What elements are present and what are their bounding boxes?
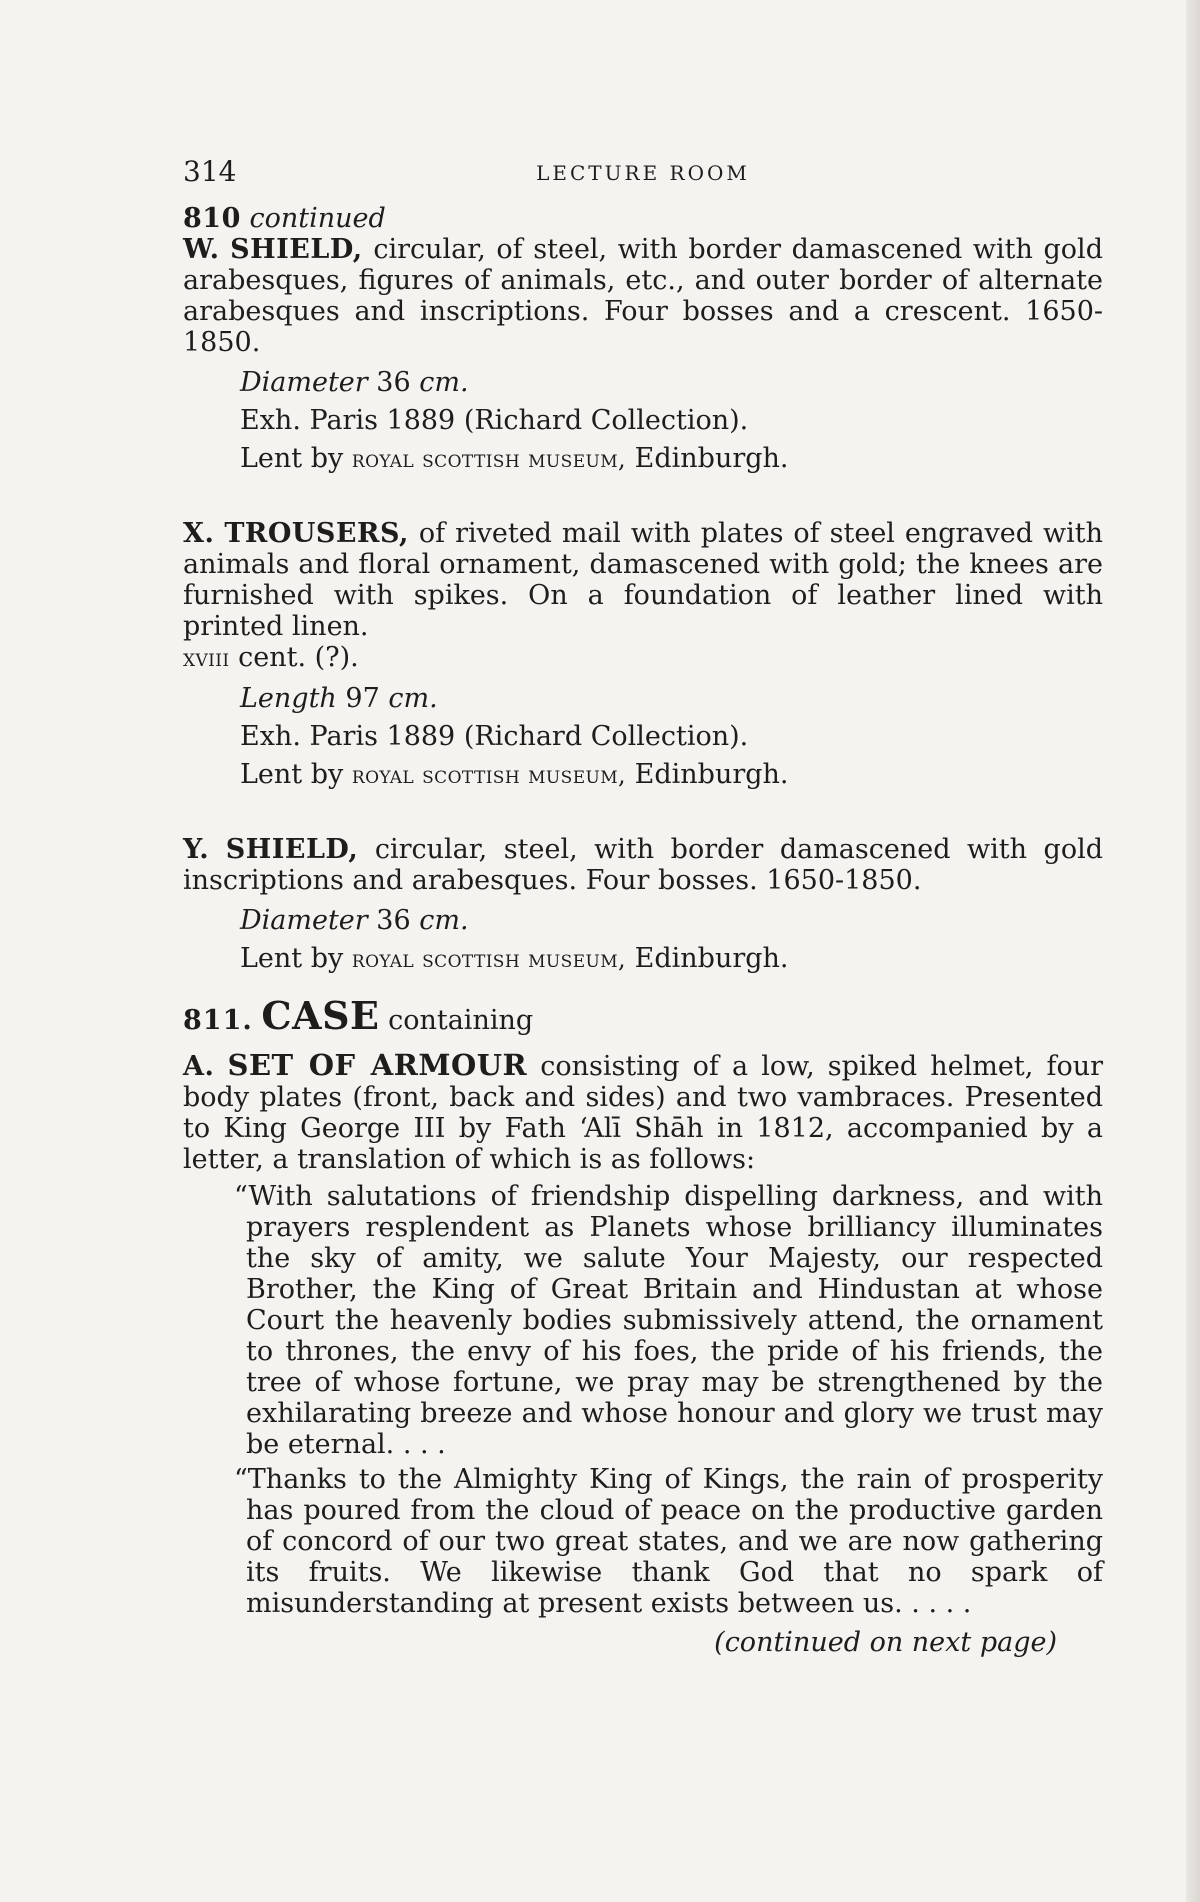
lent-place: Edinburgh. <box>634 943 789 974</box>
item-description-block <box>183 518 1103 642</box>
century: xviii <box>183 644 230 672</box>
page-header <box>183 155 1103 195</box>
item-letter: W. <box>183 234 220 265</box>
lent-place: Edinburgh. <box>634 759 789 790</box>
item-name: SHIELD, <box>225 834 359 865</box>
dimension-label: Diameter <box>240 905 368 936</box>
item-description: of riveted mail with plates of steel engraved with animals and floral ornament, damascened with gold; the knees are furnished with spikes. On a foundation of leather lined with printed linen. <box>183 518 1104 642</box>
entry-810-heading <box>183 203 1103 234</box>
item-description: circular, of steel, with border damascened with gold arabesques, figures of animals, etc., and outer border of alternate arabesques and inscriptions. Four bosses and a crescent. 1650-1850. <box>183 234 1103 358</box>
lent-place: Edinburgh. <box>634 443 789 474</box>
letter-quote-1: “With salutations of friendship dispelling darkness, and with prayers resplendent as Planets whose brilliancy illuminates the sky of amity, we salute Your Majesty, our respected Brother, the King of Great Britain and Hindustan at whose Court the heavenly bodies submissively attend, the ornament to thrones, the envy of his foes, the pride of his friends, the tree of whose fortune, we pray may be strengthened by the exhilarating breeze and whose honour and glory we trust may be eternal. . . . <box>234 1181 1103 1460</box>
item-meta <box>183 680 1103 794</box>
lender-line <box>240 756 1103 794</box>
item-w <box>183 234 1103 478</box>
dimension-line <box>240 680 1103 718</box>
item-letter: Y. <box>183 834 210 865</box>
dimension-unit: cm. <box>388 683 438 714</box>
item-description: consisting of a low, spiked helmet, four body plates (front, back and sides) and two vambraces. Presented to King George III by Fath ‘Alī Shāh in 1812, accompanied by a letter, a translation of which is as follows: <box>183 1051 1103 1175</box>
dimension-value: 36 <box>376 905 411 936</box>
entry-number: 811. <box>183 1005 253 1036</box>
entry-811-heading <box>183 993 1103 1038</box>
lent-prefix: Lent by <box>240 443 344 474</box>
lender-name: royal scottish museum, <box>351 945 627 973</box>
spacer <box>183 478 1103 518</box>
dimension-line <box>240 902 1103 940</box>
item-a <box>183 1050 1103 1619</box>
exhibition-line: Exh. Paris 1889 (Richard Collection). <box>240 405 749 436</box>
continued-label: continued <box>249 203 386 234</box>
case-title-suffix: containing <box>388 1005 534 1036</box>
item-name: TROUSERS, <box>224 518 409 549</box>
page-content <box>183 203 1103 1658</box>
letter-quote-2: “Thanks to the Almighty King of Kings, the rain of prosperity has poured from the cloud of peace on the productive garden of concord of our two great states, and we are now gathering its fruits. We likewise thank God that no spark of misunderstanding at present exists between us. . . . . <box>234 1464 1103 1619</box>
item-y <box>183 834 1103 978</box>
page-number: 314 <box>183 155 237 188</box>
continued-note: (continued on next page) <box>714 1627 1057 1658</box>
exhibition-line: Exh. Paris 1889 (Richard Collection). <box>240 721 749 752</box>
item-meta <box>183 902 1103 978</box>
dimension-label: Diameter <box>240 367 368 398</box>
running-title: LECTURE ROOM <box>536 161 750 185</box>
century-line <box>183 642 1103 674</box>
dimension-label: Length <box>240 683 337 714</box>
dimension-value: 36 <box>376 367 411 398</box>
item-letter: A. <box>183 1051 215 1082</box>
dimension-line <box>240 364 1103 402</box>
item-name: SET OF ARMOUR <box>227 1048 528 1082</box>
item-x <box>183 518 1103 794</box>
item-description: circular, steel, with border damascened with gold inscriptions and arabesques. Four bosses. 1650-1850. <box>183 834 1103 896</box>
dimension-value: 97 <box>345 683 380 714</box>
entry-number: 810 <box>183 203 241 234</box>
page-edge-shadow <box>1186 0 1200 1902</box>
lent-prefix: Lent by <box>240 943 344 974</box>
lender-name: royal scottish museum, <box>351 445 627 473</box>
item-name: SHIELD, <box>230 234 363 265</box>
dimension-unit: cm. <box>419 367 469 398</box>
item-description-block <box>183 1050 1103 1175</box>
lender-line <box>240 440 1103 478</box>
century-suffix: cent. (?). <box>238 642 359 673</box>
lender-line <box>240 940 1103 978</box>
item-meta <box>183 364 1103 478</box>
item-description-block <box>183 234 1103 358</box>
lender-name: royal scottish museum, <box>351 761 627 789</box>
lent-prefix: Lent by <box>240 759 344 790</box>
item-letter: X. <box>183 518 215 549</box>
case-title: CASE <box>261 993 380 1038</box>
spacer <box>183 794 1103 834</box>
dimension-unit: cm. <box>419 905 469 936</box>
item-description-block <box>183 834 1103 896</box>
